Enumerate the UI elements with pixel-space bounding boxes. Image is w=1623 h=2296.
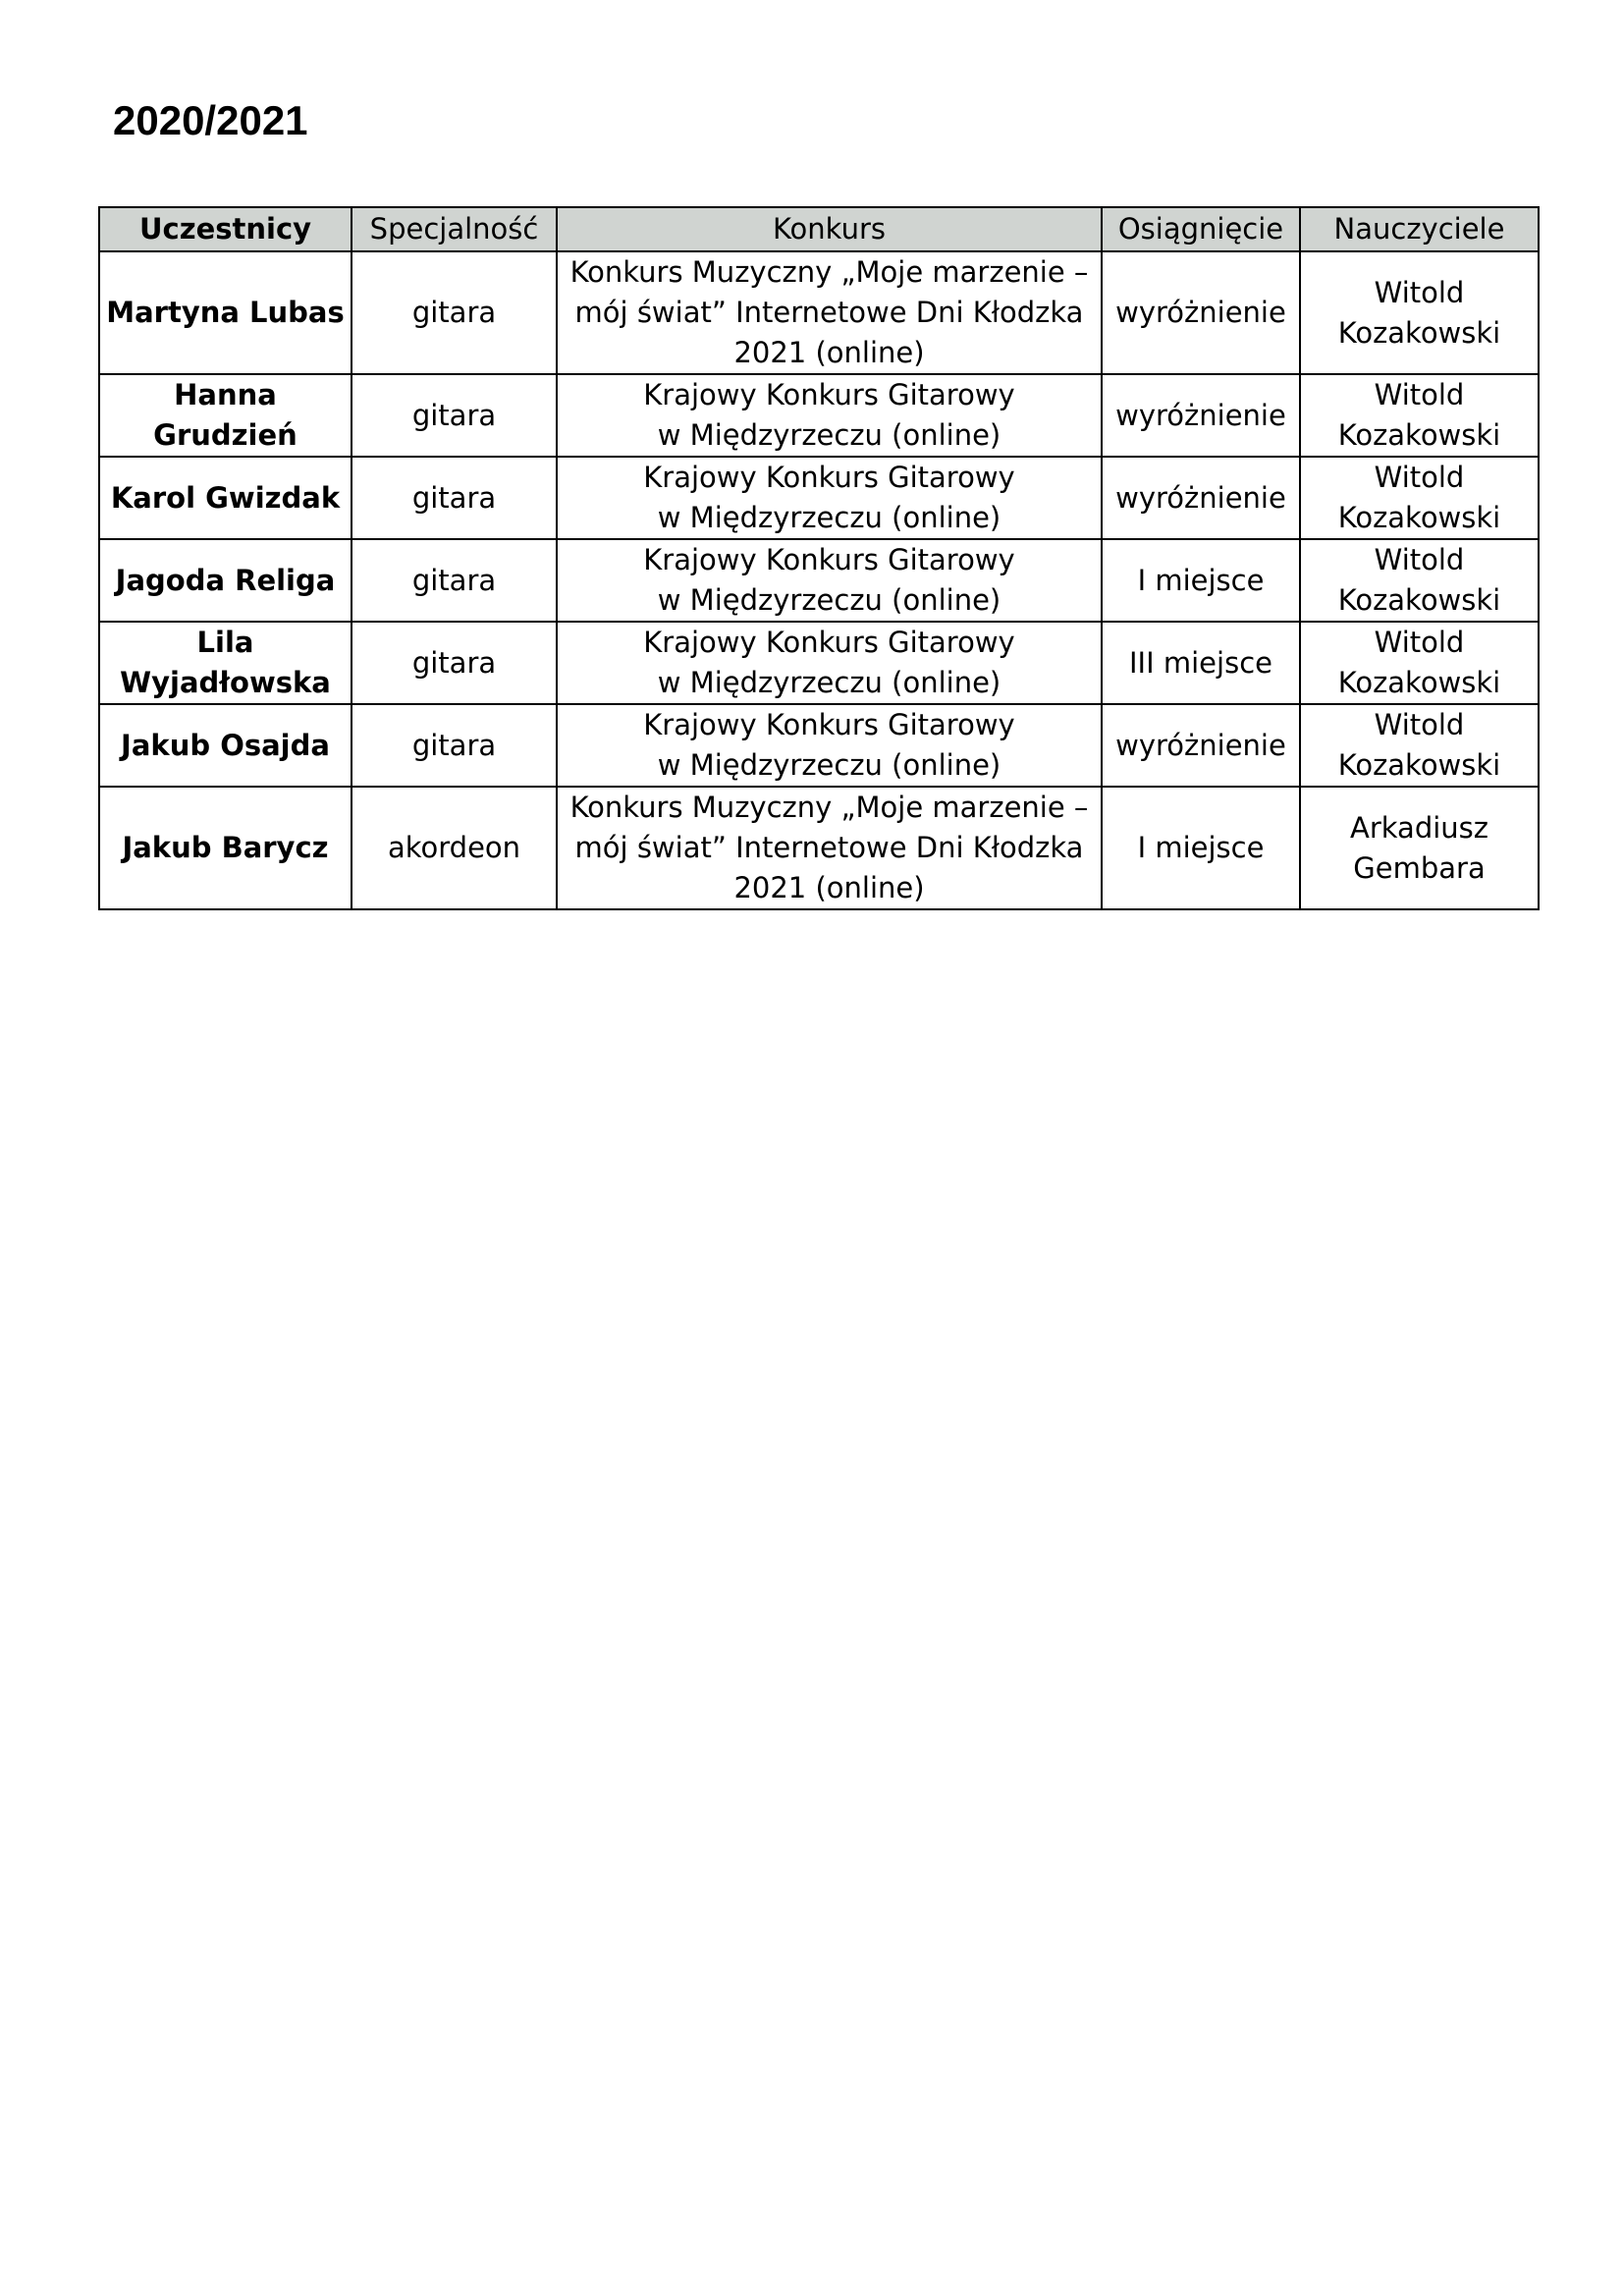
- participant-name-line: Jakub Osajda: [121, 728, 330, 762]
- participant-name: [99, 622, 352, 704]
- achievement-cell: I miejsce: [1102, 787, 1300, 909]
- competition-cell-line: Konkurs Muzyczny „Moje marzenie –: [569, 255, 1089, 289]
- header-teachers: Nauczyciele: [1300, 207, 1539, 251]
- achievement-cell: wyróżnienie: [1102, 704, 1300, 787]
- table-body: [99, 251, 1539, 909]
- teacher-cell-line: Witold: [1374, 708, 1465, 741]
- participant-name-line: Lila: [196, 626, 254, 659]
- teacher-cell: [1300, 457, 1539, 539]
- participant-name-line: Jakub Barycz: [122, 831, 329, 864]
- achievements-table: [98, 206, 1540, 910]
- teacher-cell: [1300, 251, 1539, 374]
- competition-cell-line: w Międzyrzeczu (online): [657, 418, 1001, 452]
- header-row: [99, 207, 1539, 251]
- table-row: [99, 374, 1539, 457]
- specialty-cell: gitara: [352, 251, 557, 374]
- competition-cell-line: mój świat” Internetowe Dni Kłodzka: [574, 831, 1084, 864]
- competition-cell-line: Konkurs Muzyczny „Moje marzenie –: [569, 791, 1089, 824]
- competition-cell: [557, 787, 1102, 909]
- teacher-cell-line: Kozakowski: [1337, 315, 1501, 350]
- competition-cell: [557, 251, 1102, 374]
- competition-cell-line: Krajowy Konkurs Gitarowy: [643, 543, 1015, 576]
- teacher-cell-line: Gembara: [1353, 850, 1486, 885]
- teacher-cell: [1300, 374, 1539, 457]
- competition-cell: [557, 374, 1102, 457]
- header-specialty: Specjalność: [352, 207, 557, 251]
- competition-cell: [557, 539, 1102, 622]
- teacher-cell-line: Witold: [1374, 378, 1465, 411]
- page-title: 2020/2021: [113, 97, 308, 143]
- specialty-cell: gitara: [352, 457, 557, 539]
- table-header: [99, 207, 1539, 251]
- specialty-cell: akordeon: [352, 787, 557, 909]
- participant-name-line: Jagoda Religa: [115, 563, 336, 597]
- participant-name: [99, 787, 352, 909]
- participant-name: [99, 704, 352, 787]
- header-competition: Konkurs: [557, 207, 1102, 251]
- achievement-cell: I miejsce: [1102, 539, 1300, 622]
- participant-name: [99, 539, 352, 622]
- teacher-cell-line: Kozakowski: [1337, 666, 1501, 699]
- teacher-cell: [1300, 704, 1539, 787]
- competition-cell-line: mój świat” Internetowe Dni Kłodzka: [574, 296, 1084, 329]
- header-participants: Uczestnicy: [99, 207, 352, 251]
- participant-name: [99, 457, 352, 539]
- competition-cell-line: Krajowy Konkurs Gitarowy: [643, 626, 1015, 659]
- competition-cell-line: Krajowy Konkurs Gitarowy: [643, 461, 1015, 494]
- participant-name: [99, 374, 352, 457]
- specialty-cell: gitara: [352, 704, 557, 787]
- table-row: [99, 457, 1539, 539]
- competition-cell: [557, 622, 1102, 704]
- teacher-cell: [1300, 622, 1539, 704]
- specialty-cell: gitara: [352, 539, 557, 622]
- specialty-cell: gitara: [352, 374, 557, 457]
- competition-cell-line: 2021 (online): [733, 871, 925, 904]
- competition-cell-line: w Międzyrzeczu (online): [657, 501, 1001, 534]
- participant-name-line: Karol Gwizdak: [110, 480, 341, 515]
- teacher-cell-line: Witold: [1374, 275, 1465, 309]
- participant-name-line: Hanna: [174, 378, 277, 411]
- participant-name-line: Wyjadłowska: [120, 666, 331, 699]
- table-row: [99, 704, 1539, 787]
- specialty-cell: gitara: [352, 622, 557, 704]
- teacher-cell: [1300, 787, 1539, 909]
- participant-name-line: Martyna Lubas: [106, 296, 345, 329]
- achievement-cell: wyróżnienie: [1102, 374, 1300, 457]
- teacher-cell-line: Witold: [1374, 543, 1465, 576]
- header-achievement: Osiągnięcie: [1102, 207, 1300, 251]
- competition-cell-line: w Międzyrzeczu (online): [657, 583, 1001, 617]
- achievement-cell: wyróżnienie: [1102, 457, 1300, 539]
- teacher-cell-line: Kozakowski: [1337, 418, 1501, 452]
- competition-cell-line: 2021 (online): [733, 336, 925, 369]
- table-row: [99, 622, 1539, 704]
- table-row: [99, 251, 1539, 374]
- teacher-cell-line: Kozakowski: [1337, 748, 1501, 782]
- participant-name-line: Grudzień: [153, 418, 298, 452]
- teacher-cell-line: Kozakowski: [1337, 501, 1501, 534]
- table-row: [99, 787, 1539, 909]
- competition-cell-line: w Międzyrzeczu (online): [657, 666, 1001, 699]
- competition-cell: [557, 704, 1102, 787]
- teacher-cell: [1300, 539, 1539, 622]
- participant-name: [99, 251, 352, 374]
- teacher-cell-line: Witold: [1374, 461, 1465, 494]
- teacher-cell-line: Witold: [1374, 626, 1465, 659]
- competition-cell-line: Krajowy Konkurs Gitarowy: [643, 708, 1015, 741]
- achievement-cell: wyróżnienie: [1102, 251, 1300, 374]
- competition-cell-line: Krajowy Konkurs Gitarowy: [643, 378, 1015, 411]
- teacher-cell-line: Kozakowski: [1337, 583, 1501, 617]
- achievement-cell: III miejsce: [1102, 622, 1300, 704]
- competition-cell: [557, 457, 1102, 539]
- competition-cell-line: w Międzyrzeczu (online): [657, 748, 1001, 782]
- table-row: [99, 539, 1539, 622]
- teacher-cell-line: Arkadiusz: [1350, 810, 1488, 845]
